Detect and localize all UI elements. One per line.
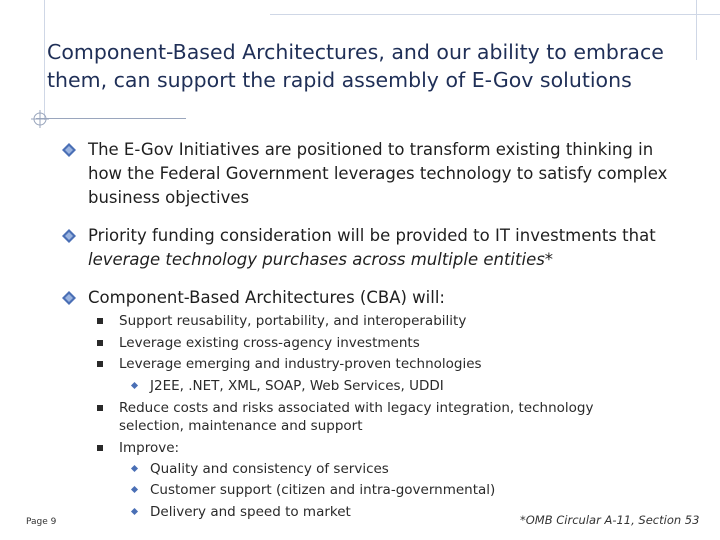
sub-sub-bullet-quality <box>132 460 652 478</box>
frame-line-left <box>44 0 45 120</box>
page-number: Page 9 <box>26 517 57 527</box>
small-diamond-icon <box>131 486 138 493</box>
square-bullet-icon <box>97 361 103 367</box>
sub-bullet-reusability <box>97 312 657 330</box>
sub-bullet-text: Improve: <box>119 440 180 456</box>
sub-bullet-text: J2EE, .NET, XML, SOAP, Web Services, UDDI <box>150 378 444 394</box>
square-bullet-icon <box>97 340 103 346</box>
bullet-text <box>88 224 680 272</box>
square-bullet-icon <box>97 405 103 411</box>
sub-sub-bullet-technologies <box>132 377 652 395</box>
slide-title: Component-Based Architectures, and our ability to embrace them, can support the rapid assembly of E-Gov solutions <box>47 40 664 92</box>
square-bullet-icon <box>97 445 103 451</box>
crosshair-icon <box>31 110 49 128</box>
sub-bullet-reduce-costs <box>97 399 657 435</box>
bullet-egov-initiatives <box>60 138 680 210</box>
bullet-priority-funding <box>60 224 680 272</box>
square-bullet-icon <box>97 318 103 324</box>
bullet-text-plain: Priority funding consideration will be provided to IT investments that <box>88 226 656 245</box>
sub-bullet-text: Customer support (citizen and intra-governmental) <box>150 482 496 498</box>
sub-bullet-text: Delivery and speed to market <box>150 504 351 520</box>
sub-sub-bullet-customer-support <box>132 481 652 499</box>
footnote: *OMB Circular A-11, Section 53 <box>520 513 700 527</box>
frame-line-top <box>270 14 720 15</box>
bullet-text: The E-Gov Initiatives are positioned to transform existing thinking in how the Federal Government leverages technology to satisfy complex business objectives <box>88 140 668 207</box>
sub-bullet-text: Support reusability, portability, and interoperability <box>119 313 467 329</box>
sub-bullet-text: Quality and consistency of services <box>150 461 389 477</box>
sub-bullet-cross-agency <box>97 334 657 352</box>
diamond-icon <box>60 227 78 245</box>
sub-bullet-emerging-tech <box>97 355 657 373</box>
sub-bullet-text: Leverage existing cross-agency investments <box>119 335 420 351</box>
bullet-cba <box>60 286 680 310</box>
sub-bullet-improve <box>97 439 657 457</box>
small-diamond-icon <box>131 465 138 472</box>
diamond-icon <box>60 289 78 307</box>
sub-bullet-text: Leverage emerging and industry-proven technologies <box>119 356 482 372</box>
sub-bullet-text: Reduce costs and risks associated with legacy integration, technology selection, maintenance and support <box>119 400 594 434</box>
diamond-icon <box>60 141 78 159</box>
bullet-text-emphasis: leverage technology purchases across multiple entities* <box>88 250 554 269</box>
small-diamond-icon <box>131 508 138 515</box>
small-diamond-icon <box>131 382 138 389</box>
title-underline <box>36 118 186 119</box>
bullet-text: Component-Based Architectures (CBA) will: <box>88 288 445 307</box>
